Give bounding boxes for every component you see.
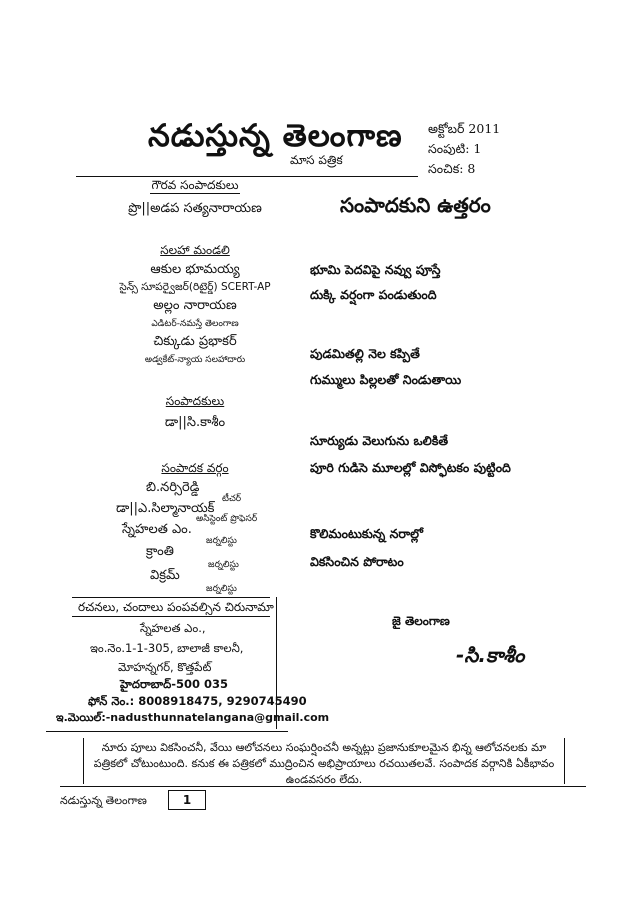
heading-underline [150, 193, 240, 194]
board-member-role: అసిస్టెంట్ ప్రొఫెసర్ [196, 514, 258, 524]
advisory-board-heading: సలహా మండలి [160, 243, 230, 257]
honorary-editors-heading: గౌరవ సంపాదకులు [151, 178, 239, 192]
board-member-name: విక్రమ్ [150, 568, 180, 583]
issue-number: సంచిక: 8 [428, 161, 476, 176]
board-member-role: జర్నలిస్టు [206, 536, 237, 546]
address-top-rule [72, 597, 270, 598]
honorary-editor-name: ప్రొ||అడప సత్యనారాయణ [128, 201, 262, 216]
poem-line: భూమి పెదవిపై నవ్వు పూస్తే [310, 262, 441, 277]
address-line: ఇం.నెం.1-1-305, బాలాజీ కాలనీ, [90, 641, 244, 655]
board-member-name: స్నేహలత ఎం. [122, 522, 192, 537]
advisor-name: ఆకుల భూమయ్య [150, 262, 240, 277]
address-phone: ఫోన్ నెం.: 8008918475, 9290745490 [88, 694, 307, 708]
address-line: హైదరాబాద్-500 035 [120, 677, 229, 691]
poem-line: కొలిమంటుకున్న నరాల్లో [310, 526, 423, 541]
board-member-name: క్రాంతి [146, 544, 174, 559]
board-member-role: జర్నలిస్టు [208, 560, 239, 570]
footer-rule [60, 786, 586, 787]
advisor-role: ఎడిటర్-నమస్తే తెలంగాణ [151, 319, 239, 329]
board-member-name: డా||ఎ.సిల్మానాయక్ [116, 501, 215, 516]
board-member-role: టీచర్ [222, 494, 242, 504]
board-member-role: జర్నలిస్టు [206, 584, 237, 594]
editor-name: డా||సి.కాశీం [164, 415, 226, 430]
masthead-title: నడుస్తున్న తెలంగాణ [148, 118, 403, 154]
footer-label: నడుస్తున్న తెలంగాణ [60, 794, 147, 807]
disclaimer-notice: నూరు పూలు వికసించనీ, వేయి ఆలోచనలు సంఘర్షించనీ అన్నట్లు ప్రజానుకూలమైన భిన్న ఆలోచనలకు మా పత్రికలో చోటుంటుంది. కనుక ఈ పత్రికలో ముద్రించిన అభిప్రాయాలు రచయితలవే. సంపాదక వర్గానికి ఏకీభావం ఉండవసరం లేదు. [83, 738, 565, 784]
address-heading-rule [72, 616, 270, 617]
poem-line: దుక్కి వర్షంగా పండుతుంది [310, 287, 437, 302]
poem-line: గుమ్ములు పిల్లలతో నిండుతాయి [310, 372, 462, 387]
address-line: మోహన్నగర్, కొత్తపేట్ [118, 660, 212, 674]
poem-line: పుడమితల్లి నెల కప్పితే [310, 346, 420, 361]
editorial-title: సంపాదకుని ఉత్తరం [340, 193, 491, 217]
poem-line: పూరి గుడిసె మూలల్లో విస్ఫోటకం పుట్టింది [310, 460, 511, 475]
issue-date: అక్టోబర్ 2011 [428, 121, 501, 136]
address-email: ఇ.మెయిల్:-nadusthunnatelangana@gmail.com [56, 711, 330, 724]
closing-slogan: జై తెలంగాణ [392, 614, 450, 628]
advisor-role: సైన్స్ సూపర్వైజర్(రిటైర్డ్) SCERT-AP [119, 281, 271, 293]
masthead-subtitle: మాస పత్రిక [290, 153, 343, 167]
column-divider [276, 597, 277, 729]
masthead-rule [76, 176, 418, 177]
page-number: 1 [168, 790, 206, 810]
advisor-role: అడ్వకేట్-న్యాయ సలహాదారు [144, 355, 246, 365]
bottom-rule-left [46, 731, 288, 732]
advisor-name: చిక్కుడు ప్రభాకర్ [153, 334, 237, 349]
editors-heading: సంపాదకులు [165, 394, 225, 408]
issue-volume: సంపుటి: 1 [428, 141, 482, 156]
editorial-board-heading: సంపాదక వర్గం [161, 461, 229, 475]
address-heading: రచనలు, చందాలు పంపవల్సిన చిరునామా [78, 600, 274, 614]
address-line: స్నేహలత ఎం., [140, 621, 206, 635]
poem-line: వికసించిన పోరాటం [310, 554, 404, 569]
poem-line: సూర్యుడు వెలుగును ఒలికితే [310, 433, 449, 448]
signature: -సి.కాశీం [456, 643, 525, 667]
advisor-name: అల్లం నారాయణ [153, 298, 237, 313]
board-member-name: బి.నర్సిరెడ్డి [146, 480, 200, 495]
